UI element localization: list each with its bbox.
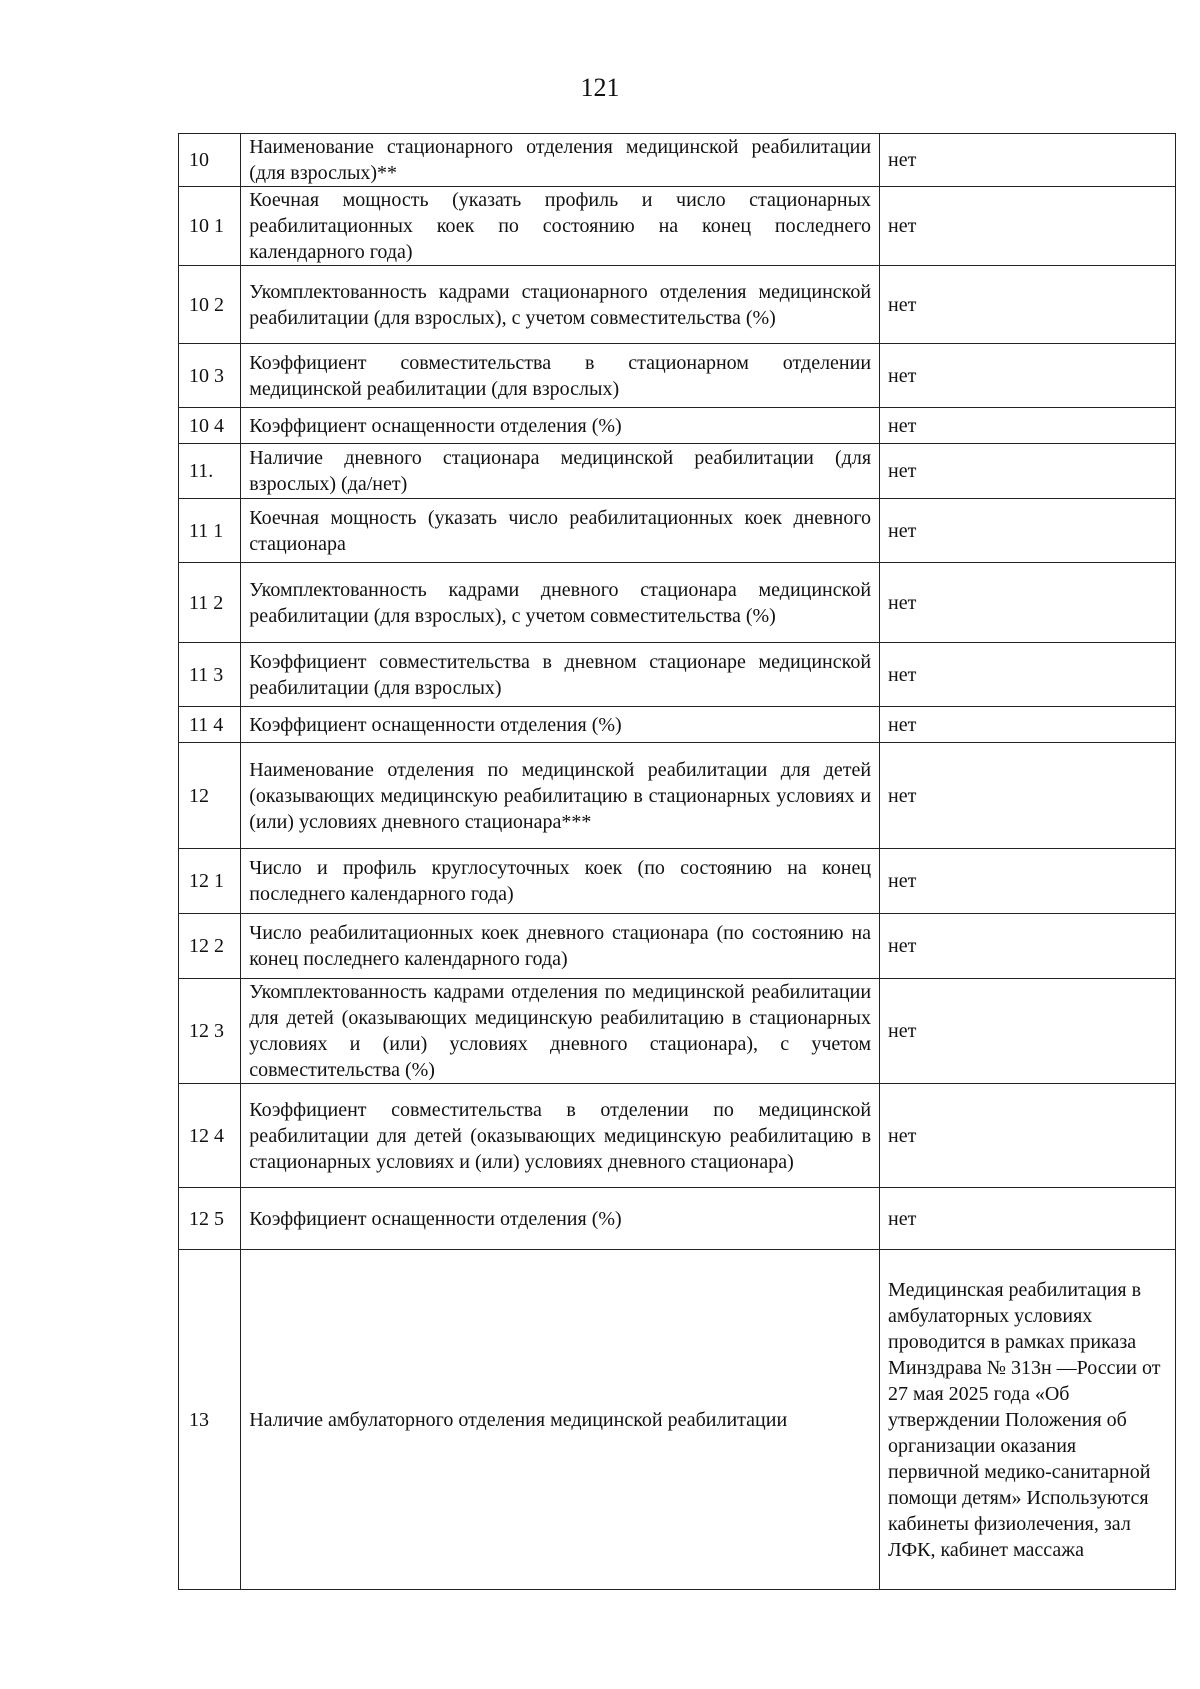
row-description: Коэффициент оснащенности отделения (%) bbox=[241, 1188, 880, 1250]
row-number: 12 5 bbox=[179, 1188, 241, 1250]
table-row bbox=[179, 187, 1176, 266]
table-row bbox=[179, 1250, 1176, 1590]
table-row bbox=[179, 643, 1176, 707]
table-row bbox=[179, 344, 1176, 408]
table-row bbox=[179, 444, 1176, 499]
row-description: Укомплектованность кадрами дневного стационара медицинской реабилитации (для взрослых), с учетом совместительства (%) bbox=[241, 563, 880, 643]
table-row bbox=[179, 266, 1176, 344]
row-value: нет bbox=[880, 344, 1176, 408]
row-value: нет bbox=[880, 499, 1176, 563]
row-number: 10 3 bbox=[179, 344, 241, 408]
row-number: 12 1 bbox=[179, 849, 241, 914]
row-description: Коэффициент совместительства в отделении по медицинской реабилитации для детей (оказывающих медицинскую реабилитацию в стационарных условиях и (или) условиях дневного стационара) bbox=[241, 1084, 880, 1188]
row-value: нет bbox=[880, 743, 1176, 849]
row-description: Наличие дневного стационара медицинской реабилитации (для взрослых) (да/нет) bbox=[241, 444, 880, 499]
row-description: Коечная мощность (указать профиль и число стационарных реабилитационных коек по состоянию на конец последнего календарного года) bbox=[241, 187, 880, 266]
row-description: Число реабилитационных коек дневного стационара (по состоянию на конец последнего календарного года) bbox=[241, 914, 880, 979]
row-number: 11 2 bbox=[179, 563, 241, 643]
row-value: нет bbox=[880, 1188, 1176, 1250]
table-row bbox=[179, 849, 1176, 914]
row-description: Наименование стационарного отделения медицинской реабилитации (для взрослых)** bbox=[241, 134, 880, 187]
row-description: Укомплектованность кадрами отделения по медицинской реабилитации для детей (оказывающих медицинскую реабилитацию в стационарных условиях и (или) условиях дневного стационара), с учетом совместительства (%) bbox=[241, 979, 880, 1084]
row-value: нет bbox=[880, 914, 1176, 979]
row-description: Коэффициент совместительства в стационарном отделении медицинской реабилитации (для взрослых) bbox=[241, 344, 880, 408]
row-value: нет bbox=[880, 266, 1176, 344]
table-row bbox=[179, 979, 1176, 1084]
page-number: 121 bbox=[580, 73, 620, 102]
row-number: 13 bbox=[179, 1250, 241, 1590]
row-description: Коэффициент совместительства в дневном стационаре медицинской реабилитации (для взрослых) bbox=[241, 643, 880, 707]
table-row bbox=[179, 1188, 1176, 1250]
row-number: 12 3 bbox=[179, 979, 241, 1084]
row-value: нет bbox=[880, 1084, 1176, 1188]
row-description: Коэффициент оснащенности отделения (%) bbox=[241, 408, 880, 444]
row-description: Число и профиль круглосуточных коек (по состоянию на конец последнего календарного года) bbox=[241, 849, 880, 914]
row-value: нет bbox=[880, 849, 1176, 914]
row-description: Коечная мощность (указать число реабилитационных коек дневного стационара bbox=[241, 499, 880, 563]
row-number: 12 2 bbox=[179, 914, 241, 979]
table-row bbox=[179, 743, 1176, 849]
row-number: 11 3 bbox=[179, 643, 241, 707]
table-row bbox=[179, 408, 1176, 444]
row-number: 12 4 bbox=[179, 1084, 241, 1188]
row-number: 10 bbox=[179, 134, 241, 187]
row-description: Укомплектованность кадрами стационарного отделения медицинской реабилитации (для взрослых), с учетом совместительства (%) bbox=[241, 266, 880, 344]
row-number: 10 4 bbox=[179, 408, 241, 444]
row-value: нет bbox=[880, 134, 1176, 187]
row-description: Коэффициент оснащенности отделения (%) bbox=[241, 707, 880, 743]
row-value: нет bbox=[880, 408, 1176, 444]
row-value: нет bbox=[880, 563, 1176, 643]
row-value: нет bbox=[880, 643, 1176, 707]
indicators-table bbox=[178, 133, 1176, 1590]
table-row bbox=[179, 1084, 1176, 1188]
table-row bbox=[179, 499, 1176, 563]
row-value: нет bbox=[880, 707, 1176, 743]
row-description: Наличие амбулаторного отделения медицинской реабилитации bbox=[241, 1250, 880, 1590]
table-row bbox=[179, 563, 1176, 643]
table-row bbox=[179, 134, 1176, 187]
row-value: нет bbox=[880, 444, 1176, 499]
row-number: 10 2 bbox=[179, 266, 241, 344]
row-number: 11 4 bbox=[179, 707, 241, 743]
row-value: нет bbox=[880, 187, 1176, 266]
table-row bbox=[179, 914, 1176, 979]
table-row bbox=[179, 707, 1176, 743]
row-value: Медицинская реабилитация в амбулаторных условиях проводится в рамках приказа Минздрава № 313н —России от 27 мая 2025 года «Об утверждении Положения об организации оказания первичной медико-санитарной помощи детям» Используются кабинеты физиолечения, зал ЛФК, кабинет массажа bbox=[880, 1250, 1176, 1590]
row-number: 11 1 bbox=[179, 499, 241, 563]
row-number: 10 1 bbox=[179, 187, 241, 266]
row-number: 11. bbox=[179, 444, 241, 499]
row-description: Наименование отделения по медицинской реабилитации для детей (оказывающих медицинскую реабилитацию в стационарных условиях и (или) условиях дневного стационара*** bbox=[241, 743, 880, 849]
row-number: 12 bbox=[179, 743, 241, 849]
row-value: нет bbox=[880, 979, 1176, 1084]
